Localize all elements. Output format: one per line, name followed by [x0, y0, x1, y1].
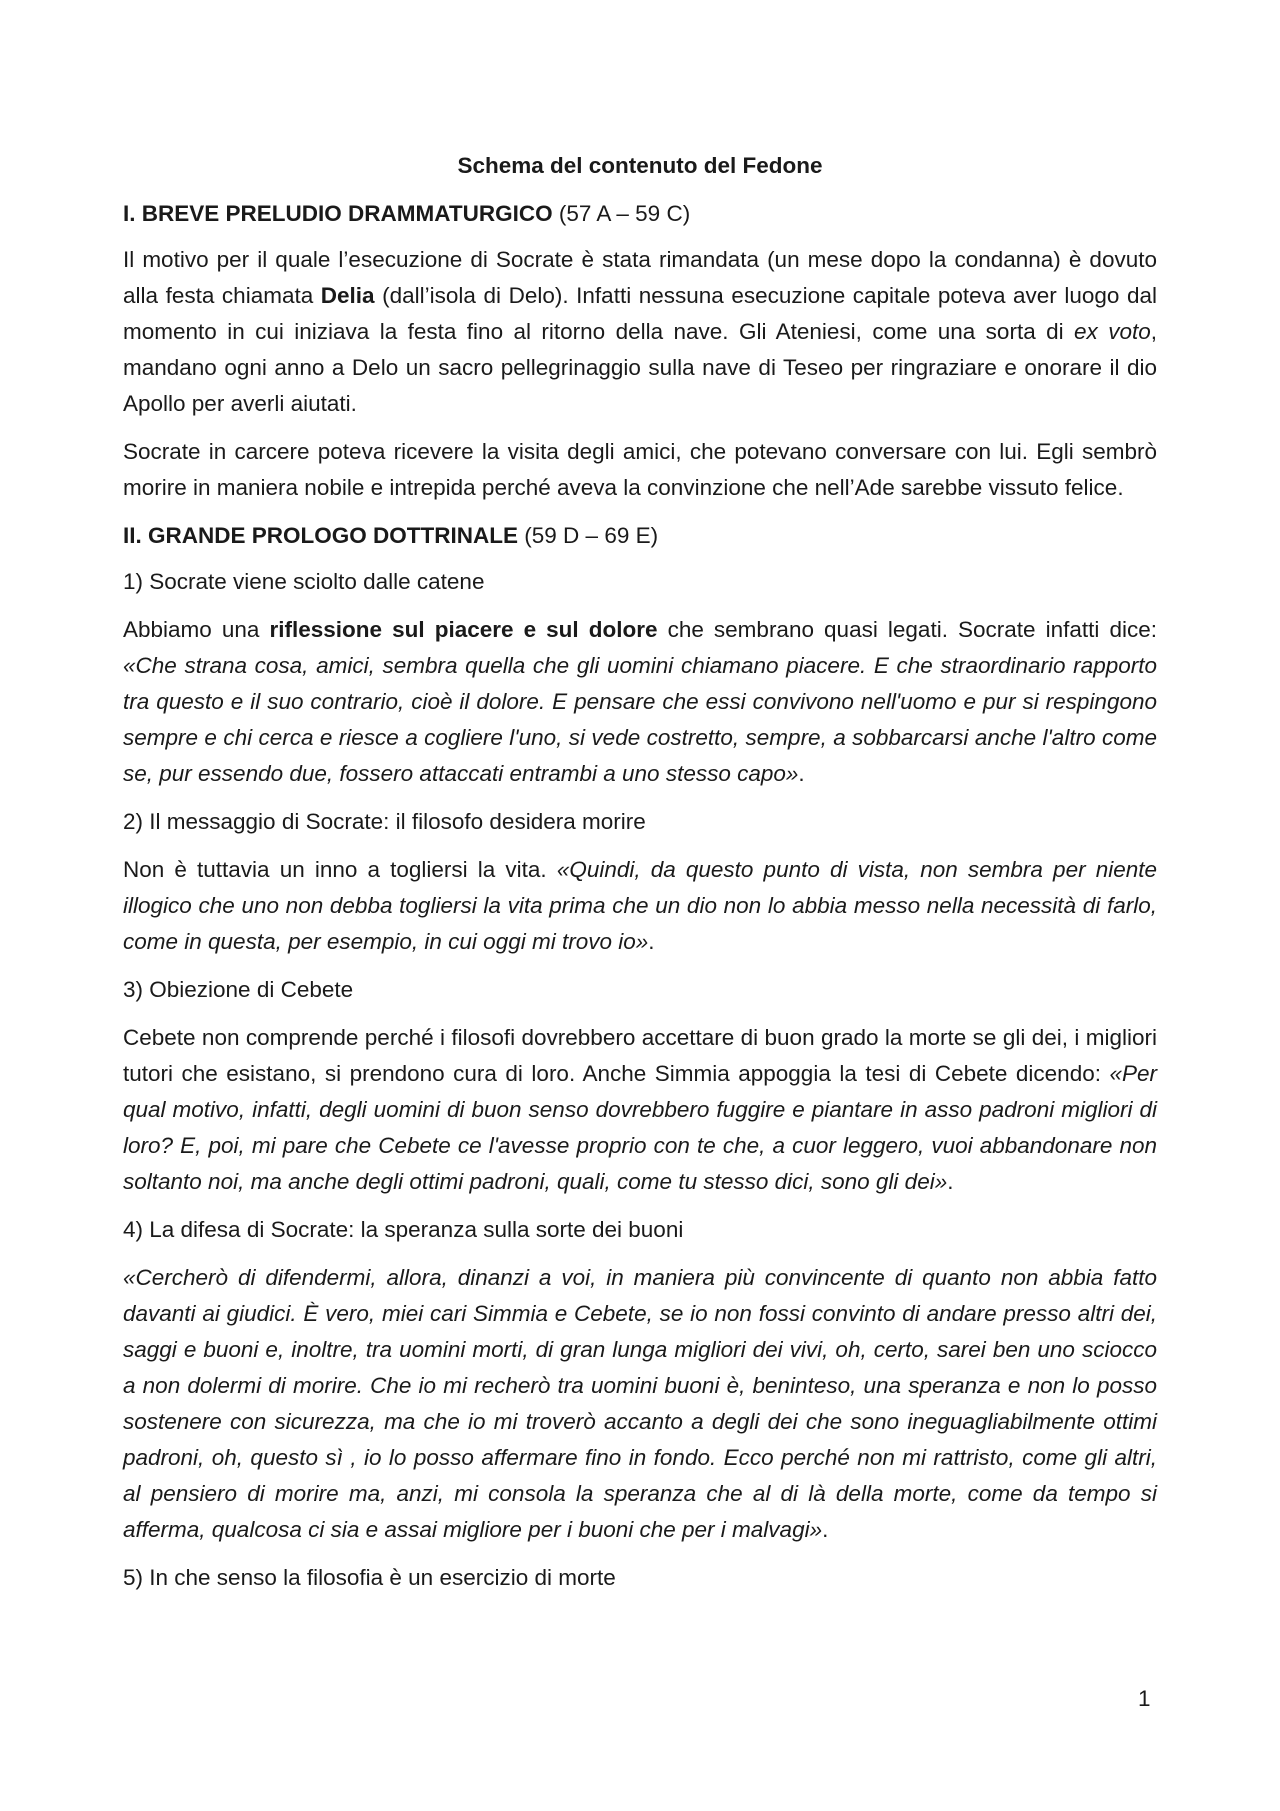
- text-run: che sembrano quasi legati. Socrate infatti dice:: [657, 617, 1158, 642]
- document-page: [123, 148, 1157, 1608]
- text-run: , mandano ogni anno a Delo un sacro pellegrinaggio sulla nave di Teseo per ringraziare e onorare il dio Apollo per averli aiutati.: [123, 319, 1157, 416]
- section-1-ref: (57 A – 59 C): [558, 201, 691, 226]
- section-2-heading: [123, 518, 1157, 554]
- subsection-1-paragraph: [123, 612, 1157, 792]
- bold-phrase: riflessione sul piacere e sul dolore: [269, 617, 658, 642]
- quote: «Che strana cosa, amici, sembra quella che gli uomini chiamano piacere. E che straordinario rapporto tra questo e il suo contrario, cioè il dolore. E pensare che essi convivono nell'uomo e pur si respingono sempre e chi cerca e riesce a cogliere l'uno, si vede costretto, sempre, a sobbarcarsi anche l'altro come se, pur essendo due, fossero attaccati entrambi a uno stesso capo»: [123, 653, 1157, 786]
- subsection-4-paragraph: [123, 1260, 1157, 1548]
- quote: «Quindi, da questo punto di vista, non sembra per niente illogico che uno non debba togliersi la vita prima che un dio non lo abbia messo nella necessità di farlo, come in questa, per esempio, in cui oggi mi trovo io»: [123, 857, 1158, 954]
- subsection-2-title: 2) Il messaggio di Socrate: il filosofo desidera morire: [123, 809, 646, 834]
- document-title: Schema del contenuto del Fedone: [457, 153, 823, 178]
- text-run: .: [947, 1169, 954, 1194]
- subsection-1-title: 1) Socrate viene sciolto dalle catene: [123, 569, 485, 594]
- section-1-title: I. BREVE PRELUDIO DRAMMATURGICO: [123, 201, 553, 226]
- text-run: Abbiamo una: [123, 617, 270, 642]
- text-run: Il motivo per il quale l’esecuzione di Socrate è stata rimandata (un mese dopo la condanna) è dovuto alla festa chiamata: [123, 247, 1157, 308]
- bold-term-delia: Delia: [320, 283, 375, 308]
- quote: «Per qual motivo, infatti, degli uomini di buon senso dovrebbero fuggire e piantare in asso padroni migliori di loro? E, poi, mi pare che Cebete ce l'avesse proprio con te che, a cuor leggero, vuoi abbandonare non soltanto noi, ma anche degli ottimi padroni, quali, come tu stesso dici, sono gli dei»: [123, 1061, 1157, 1194]
- subsection-2-paragraph: [123, 852, 1157, 960]
- text-run: Cebete non comprende perché i filosofi dovrebbero accettare di buon grado la morte se gli dei, i migliori tutori che esistano, si prendono cura di loro. Anche Simmia appoggia la tesi di Cebete dicendo:: [123, 1025, 1157, 1086]
- subsection-4-title: 4) La difesa di Socrate: la speranza sulla sorte dei buoni: [123, 1217, 684, 1242]
- section-2-title: II. GRANDE PROLOGO DOTTRINALE: [123, 523, 519, 548]
- text-run: Non è tuttavia un inno a togliersi la vita.: [123, 857, 557, 882]
- text-run: .: [648, 929, 655, 954]
- page-number: 1: [1138, 1686, 1151, 1711]
- text-run: (dall’isola di Delo). Infatti nessuna esecuzione capitale poteva aver luogo dal momento in cui iniziava la festa fino al ritorno della nave. Gli Ateniesi, come una sorta di: [123, 283, 1157, 344]
- section-2-ref: (59 D – 69 E): [524, 523, 659, 548]
- section-1-paragraph-2: Socrate in carcere poteva ricevere la visita degli amici, che potevano conversare con lui. Egli sembrò morire in maniera nobile e intrepida perché aveva la convinzione che nell’Ade sarebbe vissuto felice.: [123, 439, 1157, 500]
- text-run: .: [822, 1517, 829, 1542]
- section-1-heading: [123, 196, 1157, 232]
- italic-ex-voto: ex voto: [1074, 319, 1151, 344]
- subsection-3-title: 3) Obiezione di Cebete: [123, 977, 354, 1002]
- quote: «Cercherò di difendermi, allora, dinanzi a voi, in maniera più convincente di quanto non abbia fatto davanti ai giudici. È vero, miei cari Simmia e Cebete, se io non fossi convinto di andare presso altri dei, saggi e buoni e, inoltre, tra uomini morti, di gran lunga migliori dei vivi, oh, certo, sarei ben uno sciocco a non dolermi di morire. Che io mi recherò tra uomini buoni è, beninteso, una speranza e non lo posso sostenere con sicurezza, ma che io mi troverò accanto a degli dei che sono ineguagliabilmente ottimi padroni, oh, questo sì , io lo posso affermare fino in fondo. Ecco perché non mi rattristo, come gli altri, al pensiero di morire ma, anzi, mi consola la speranza che al di là della morte, come da tempo si afferma, qualcosa ci sia e assai migliore per i buoni che per i malvagi»: [123, 1265, 1157, 1542]
- section-1-paragraph-1: [123, 242, 1157, 422]
- subsection-3-paragraph: [123, 1020, 1157, 1200]
- text-run: .: [798, 761, 805, 786]
- subsection-5-title: 5) In che senso la filosofia è un esercizio di morte: [123, 1565, 616, 1590]
